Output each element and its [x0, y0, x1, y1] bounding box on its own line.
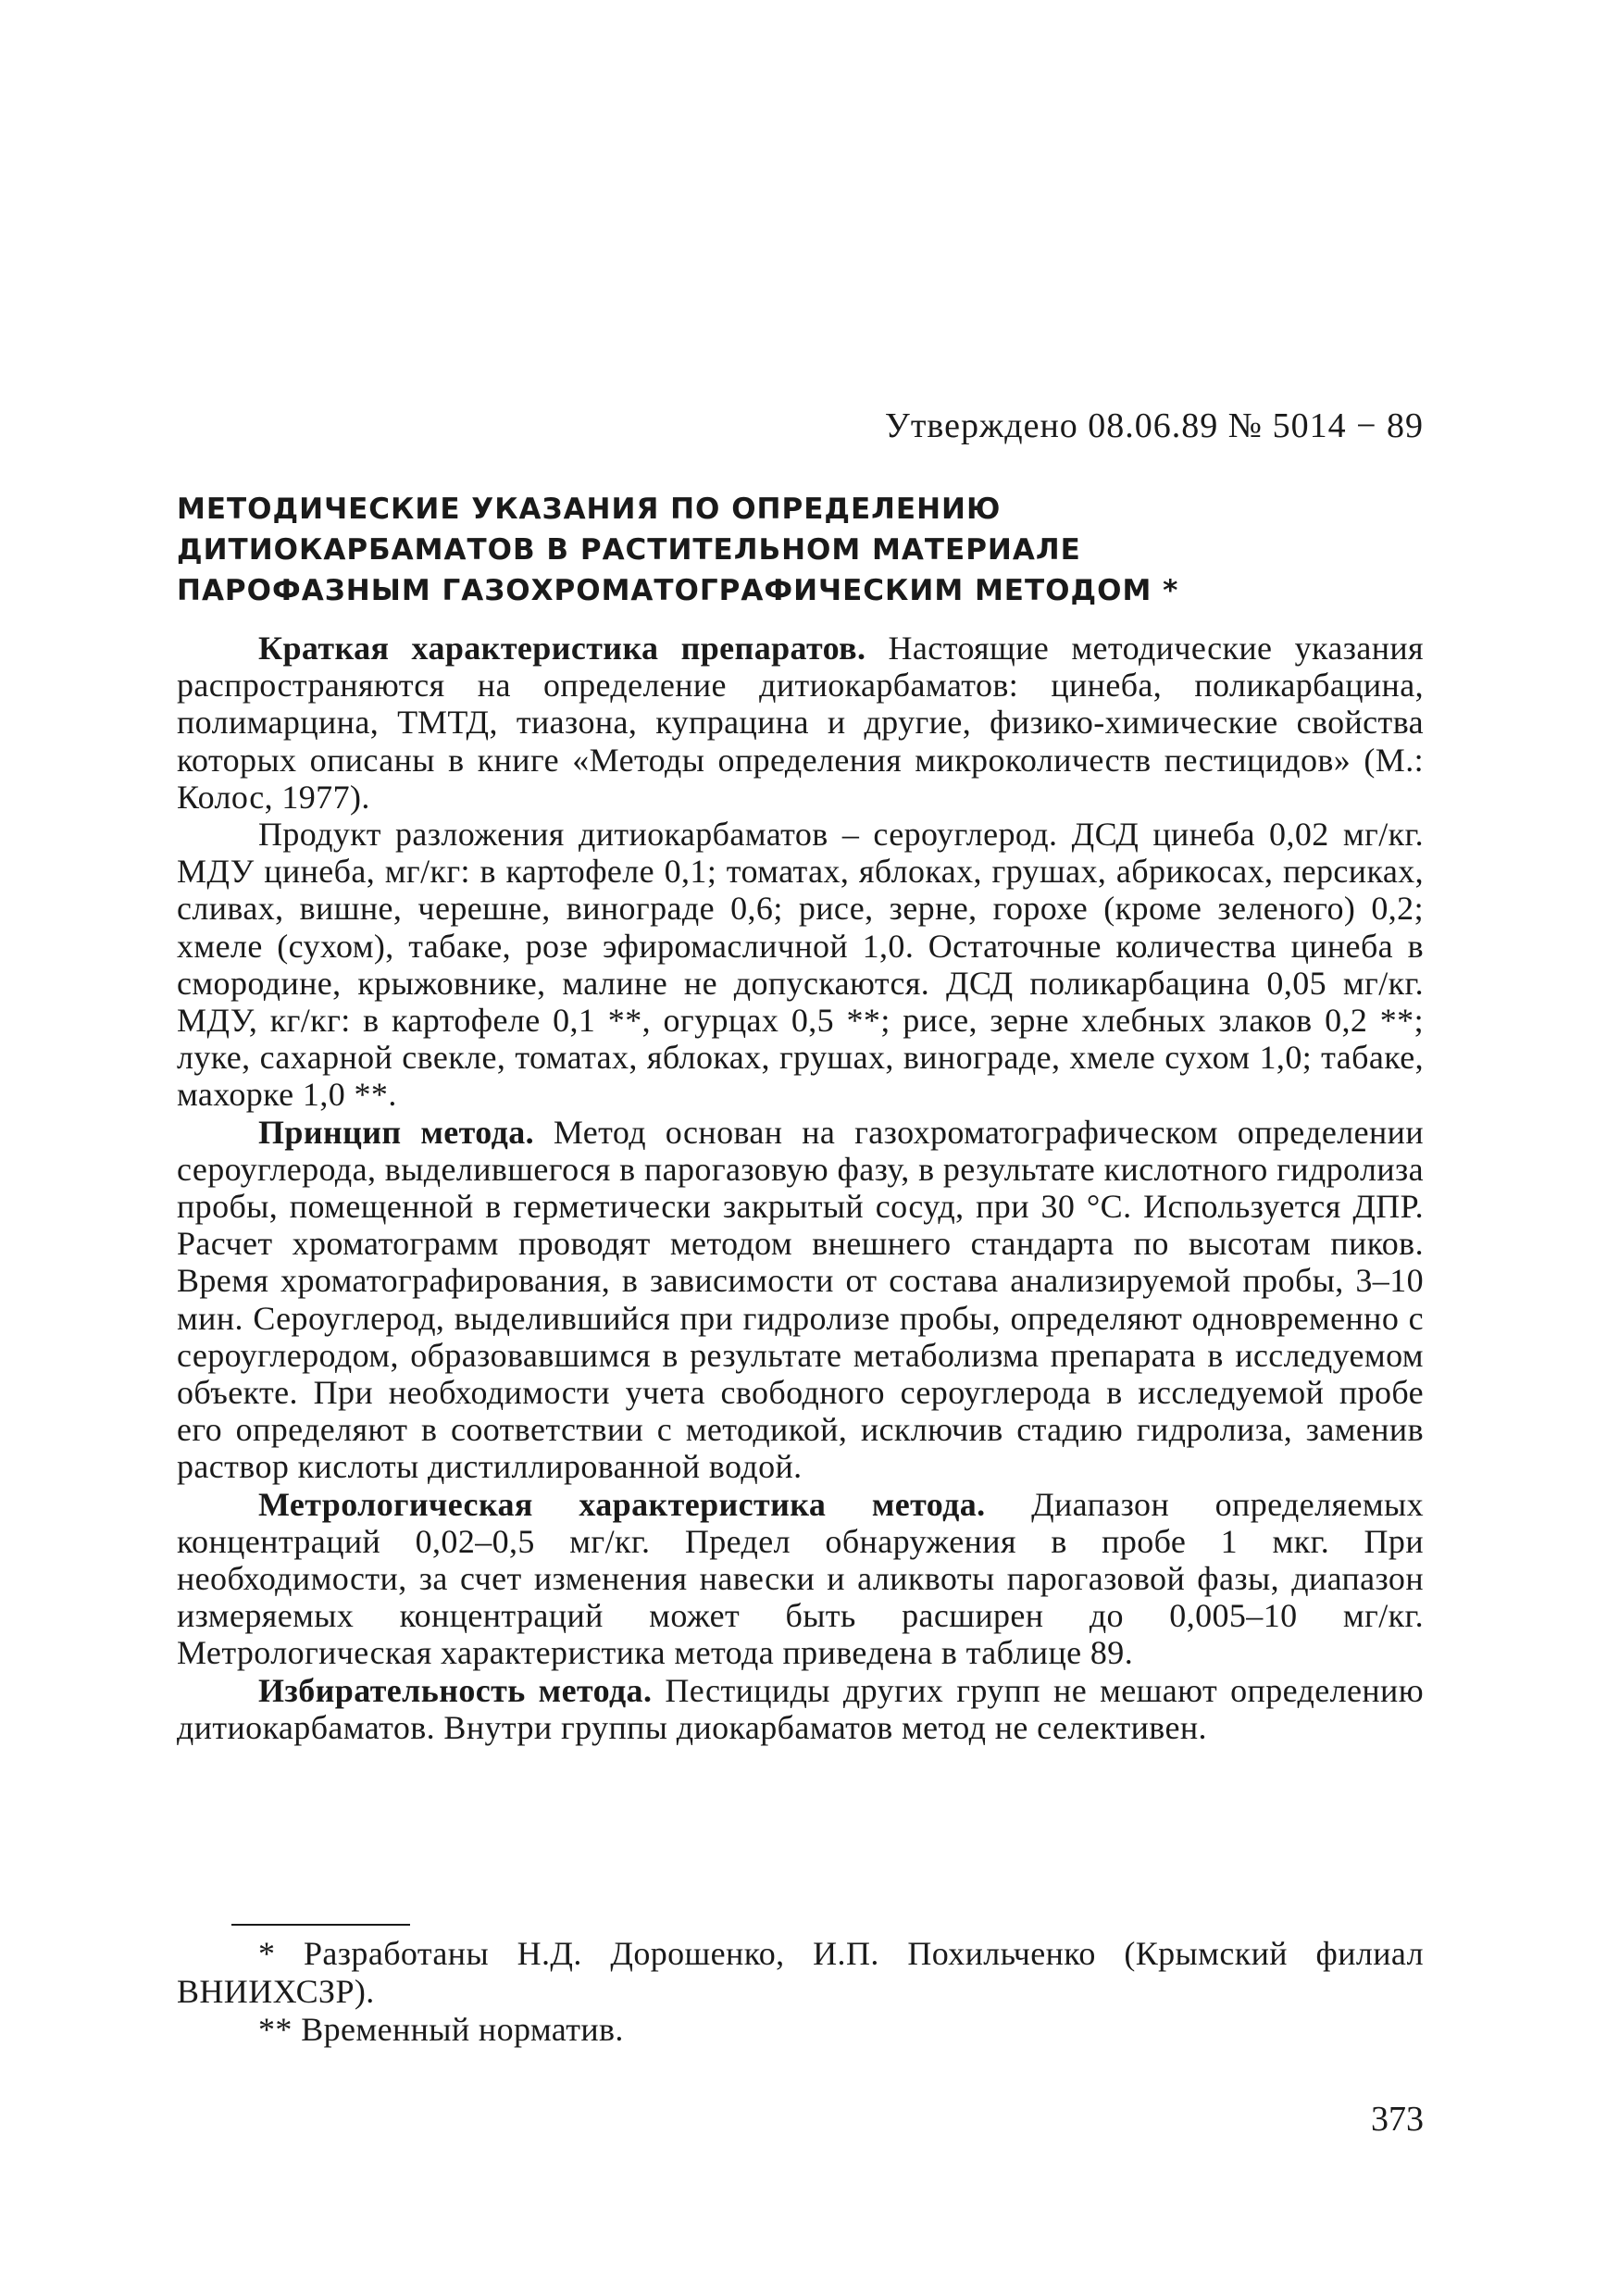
footnote-divider — [231, 1924, 410, 1926]
body-text — [177, 630, 1424, 1746]
footnote: * Разработаны Н.Д. Дорошенко, И.П. Похильченко (Крымский филиал ВНИИХСЗР). — [177, 1935, 1424, 2010]
paragraph-text: Настоящие методические указания распространяются на определение дитиокарбаматов: цинеба, поликарбацина, полимарцина, ТМТД, тиазона, купрацина и другие, физико-химические свойства которых описаны в книге «Методы определения микроколичеств пестицидов» (М.: Колос, 1977). — [177, 630, 1425, 816]
paragraph-text: Метод основан на газохроматографическом определении сероуглерода, выделившегося в парогазовую фазу, в результате кислотного гидролиза пробы, помещенной в герметически закрытый сосуд, при 30 °С. Используется ДПР. Расчет хроматограмм проводят методом внешнего стандарта по высотам пиков. Время хроматографирования, в зависимости от состава анализируемой пробы, 3–10 мин. Сероуглерод, выделившийся при гидролизе пробы, определяют одновременно с сероуглеродом, образовавшимся в результате метаболизма препарата в исследуемом объекте. При необходимости учета свободного сероуглерода в исследуемой пробе его определяют в соответствии с методикой, исключив стадию гидролиза, заменив раствор кислоты дистиллированной водой. — [177, 1113, 1425, 1486]
paragraph-text: Диапазон определяемых концентраций 0,02–0,5 мг/кг. Предел обнаружения в пробе 1 мкг. При необходимости, за счет изменения навески и аликвоты парогазовой фазы, диапазон измеряемых концентраций может быть расширен до 0,005–10 мг/кг. Метрологическая характеристика метода приведена в таблице 89. — [177, 1485, 1424, 1672]
paragraph-heading: Метрологическая характеристика метода. — [258, 1485, 986, 1523]
footnote: ** Временный норматив. — [258, 2011, 624, 2048]
paragraph-metrological-characteristics — [177, 1486, 1424, 1672]
paragraph-text: Пестициды других групп не мешают определению дитиокарбаматов. Внутри группы диокарбаматов метод не селективен. — [177, 1671, 1424, 1746]
footnotes — [177, 1935, 1424, 2049]
paragraph-heading: Краткая характеристика препаратов. — [258, 630, 866, 667]
paragraph-brief-characteristics — [177, 630, 1424, 816]
title-line: ПАРОФАЗНЫМ ГАЗОХРОМАТОГРАФИЧЕСКИМ МЕТОДОМ * — [177, 574, 1179, 607]
approval-line: Утверждено 08.06.89 № 5014 − 89 — [884, 406, 1424, 445]
page-number: 373 — [1371, 2100, 1424, 2139]
paragraph-text: Продукт разложения дитиокарбаматов – сероуглерод. ДСД цинеба 0,02 мг/кг. МДУ цинеба, мг/кг: в картофеле 0,1; томатах, яблоках, грушах, абрикосах, персиках, сливах, вишне, черешне, винограде 0,6; рисе, зерне, горохе (кроме зеленого) 0,2; хмеле (сухом), табаке, розе эфиромасличной 1,0. Остаточные количества цинеба в смородине, крыжовнике, малине не допускаются. ДСД поликарбацина 0,05 мг/кг. МДУ, кг/кг: в картофеле 0,1 **, огурцах 0,5 **; рисе, зерне хлебных злаков 0,2 **; луке, сахарной свекле, томатах, яблоках, грушах, винограде, хмеле сухом 1,0; табаке, махорке 1,0 **. — [177, 816, 1424, 1114]
title-line: ДИТИОКАРБАМАТОВ В РАСТИТЕЛЬНОМ МАТЕРИАЛЕ — [177, 533, 1081, 567]
paragraph-method-principle — [177, 1114, 1424, 1486]
paragraph-decomposition-product — [177, 816, 1424, 1114]
paragraph-selectivity — [177, 1672, 1424, 1746]
paragraph-heading: Принцип метода. — [258, 1113, 535, 1151]
document-title — [177, 489, 1426, 611]
paragraph-heading: Избирательность метода. — [258, 1671, 653, 1709]
title-line: МЕТОДИЧЕСКИЕ УКАЗАНИЯ ПО ОПРЕДЕЛЕНИЮ — [177, 493, 1002, 526]
